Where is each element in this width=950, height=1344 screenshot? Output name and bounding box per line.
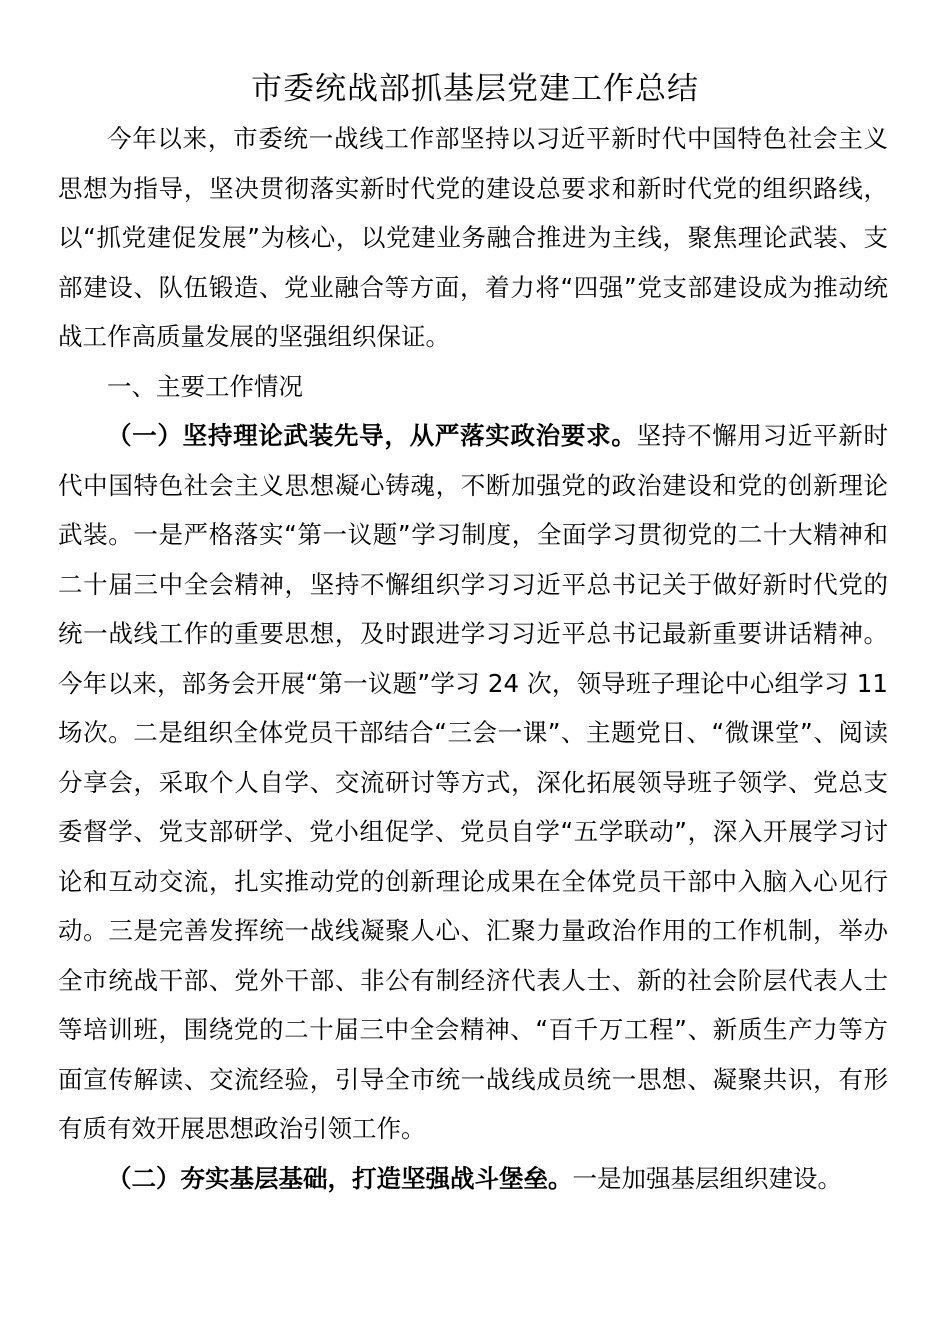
paragraph-2-lead: （二）夯实基层基础，打造坚强战斗堡垒。 xyxy=(107,1163,573,1193)
paragraph-1-lead: （一）坚持理论武装先导，从严落实政治要求。 xyxy=(107,421,637,450)
paragraph-1 xyxy=(58,411,888,1154)
document-title: 市委统战部抓基层党建工作总结 xyxy=(251,71,699,107)
paragraph-2-text: 一是加强基层组织建设。 xyxy=(572,1163,842,1193)
document-body xyxy=(58,114,888,1203)
intro-paragraph: 今年以来，市委统一战线工作部坚持以习近平新时代中国特色社会主义思想为指导，坚决贯彻落实新时代党的建设总要求和新时代党的组织路线，以“抓党建促发展”为核心，以党建业务融合推进为主线，聚焦理论武装、支部建设、队伍锻造、党业融合等方面，着力将“四强”党支部建设成为推动统战工作高质量发展的坚强组织保证。 xyxy=(58,124,888,351)
section-heading: 一、主要工作情况 xyxy=(107,371,303,401)
paragraph-1-text: 坚持不懈用习近平新时代中国特色社会主义思想凝心铸魂，不断加强党的政治建设和党的创新理论武装。一是严格落实“第一议题”学习制度，全面学习贯彻党的二十大精神和二十届三中全会精神，坚持不懈组织学习习近平总书记关于做好新时代党的统一战线工作的重要思想，及时跟进学习习近平总书记最新重要讲话精神。今年以来，部务会开展“第一议题”学习 24 次，领导班子理论中心组学习 11 场次。二是组织全体党员干部结合“三会一课”、主题党日、“微课堂”、阅读分享会，采取个人自学、交流研讨等方式，深化拓展领导班子领学、党总支委督学、党支部研学、党小组促学、党员自学“五学联动”，深入开展学习讨论和互动交流，扎实推动党的创新理论成果在全体党员干部中入脑入心见行动。三是完善发挥统一战线凝聚人心、汇聚力量政治作用的工作机制，举办全市统战干部、党外干部、非公有制经济代表人士、新的社会阶层代表人士等培训班，围绕党的二十届三中全会精神、“百千万工程”、新质生产力等方面宣传解读、交流经验，引导全市统一战线成员统一思想、凝聚共识，有形有质有效开展思想政治引领工作。 xyxy=(58,421,889,1143)
paragraph-2 xyxy=(58,1154,888,1204)
